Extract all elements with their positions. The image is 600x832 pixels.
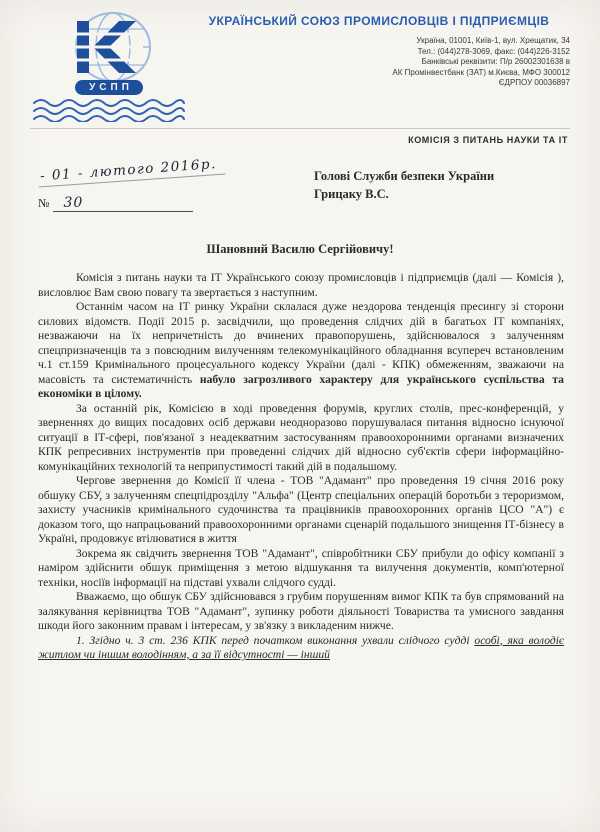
- paragraph-text: За останній рік, Комісією в ході проведення форумів, круглих столів, прес-конференцій, у зверненнях до вищих посадових осіб держави неодноразово порушувалася питання відносно існуючої ситуації в ІТ-сфері, пов'язаної з неадекватним застосуванням правоохоронними органами визначених КПК репресивних інструментів при проведенні слідчих дій відносно суб'єктів сфери інформаційно-комунікаційних технологій та неприпустимості такий дій в подальшому.: [38, 401, 564, 473]
- commission-title: КОМІСІЯ З ПИТАНЬ НАУКИ ТА ІТ: [408, 135, 568, 145]
- recipient-block: [314, 161, 564, 212]
- paragraph-text: Вважаємо, що обшук СБУ здійснювався з грубим порушенням вимог КПК та був спрямований на залякування керівництва ТОВ "Адамант", зупинку роботи діяльності Товариства та умисного завдання шкоди його законним правам і інтересам, у зв'язку з викладеним нижче.: [38, 590, 564, 632]
- paragraph: [38, 634, 564, 663]
- letterhead: [0, 0, 600, 122]
- paragraph: [38, 547, 564, 591]
- handwritten-date: - 01 - лютого 2016р.: [38, 155, 226, 187]
- recipient-line: Грицаку В.С.: [314, 187, 389, 201]
- paragraph-underlined-text: особі, яка володіє житлом чи іншим володінням, а за її відсутності — інший: [38, 633, 564, 661]
- paragraph-text: Останнім часом на ІТ ринку України склалася дуже нездорова тенденція пресингу зі сторони силових відомств. Події 2015 р. засвідчили, що проведення слідчих дій в багатьох ІТ компаніях, незважаючи на їх непричетність до вчинених правопорушень, здійснювалося з залученням спецпризначенців та з повсюдним вилученням телекомунікаційного обладнання всупереч встановленим ч.1 ст.159 Кримінального процесуального кодексу України (далі - КПК) обмеженням, зважаючи на масовість та систематичність: [38, 300, 564, 386]
- address-line: ЄДРПОУ 00036897: [498, 78, 570, 87]
- paragraph-text: Чергове звернення до Комісії її члена - ТОВ "Адамант" про проведення 19 січня 2016 року обшуку СБУ, з залученням спецпідрозділу "Альфа" (Центр спеціальних операцій боротьби з тероризмом, захисту учасників кримінального судочинства та працівників правоохоронних органів ЦСО "А") є доказом того, що напрацьований правоохоронними органами сценарій подальшого знищення ІТ-бізнесу в Україні, продовжує втілюватися в життя: [38, 474, 564, 545]
- handwritten-number: 30: [63, 195, 84, 211]
- uspp-emblem-icon: [63, 10, 155, 84]
- number-line: [38, 195, 278, 212]
- paragraph: [38, 271, 564, 300]
- recipient-line: Голові Служби безпеки України: [314, 169, 495, 183]
- letterhead-right: [188, 10, 570, 122]
- uspp-logo: [30, 10, 188, 122]
- paragraph-text: 1. Згідно ч. 3 ст. 236 КПК перед початком виконання ухвали слідчого судді: [76, 633, 475, 647]
- org-title: УКРАЇНСЬКИЙ СОЮЗ ПРОМИСЛОВЦІВ І ПІДПРИЄМЦІВ: [208, 14, 550, 28]
- commission-row: [0, 129, 600, 145]
- address-line: Банківські реквізити: П/р 26002301638 в: [421, 57, 570, 66]
- paragraph-bold-text: набуло загрозливого характеру для українського суспільства та економіки в цілому.: [38, 372, 564, 400]
- paragraph: [38, 474, 564, 547]
- address-line: Україна, 01001, Київ-1, вул. Хрещатик, 34: [416, 36, 570, 45]
- address-line: Тел.: (044)278-3069, факс: (044)226-3152: [417, 46, 570, 56]
- waves-icon: [33, 98, 185, 122]
- address-block: [188, 36, 570, 89]
- paragraph-text: Комісія з питань науки та ІТ Українського союзу промисловців і підприємців (далі — Комісія ), висловлює Вам свою повагу та звертається з наступним.: [38, 271, 564, 299]
- salutation: Шановний Василю Сергійовичу!: [206, 242, 394, 256]
- paragraph-text: Зокрема як свідчить звернення ТОВ "Адамант", співробітники СБУ прибули до офісу компанії з наміром здійснити обшук приміщення з метою відшукання та вилучення документів, комп'ютерної техніки, носіїв інформації на підставі ухвали слідчого судді.: [38, 546, 564, 589]
- logo-acronym: УСПП: [75, 80, 143, 95]
- paragraph: [38, 590, 564, 634]
- paragraph: [38, 300, 564, 402]
- number-underline: [53, 195, 193, 212]
- date-number-block: [38, 156, 278, 212]
- letter-body: [0, 257, 600, 663]
- number-label: №: [38, 196, 50, 210]
- paragraph: [38, 402, 564, 475]
- address-line: АК Промінвестбанк (ЗАТ) м.Києва, МФО 300012: [392, 67, 570, 77]
- meta-row: [0, 145, 600, 212]
